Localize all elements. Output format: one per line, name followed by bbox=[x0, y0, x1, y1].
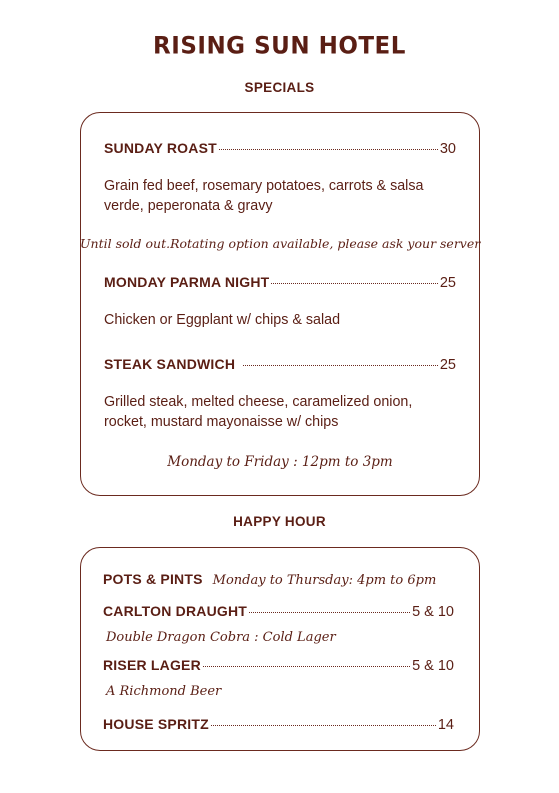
dot-leader bbox=[243, 365, 438, 366]
item-price: 5 & 10 bbox=[412, 604, 454, 620]
item-name: RISER LAGER bbox=[103, 657, 201, 673]
item-name: HOUSE SPRITZ bbox=[103, 716, 209, 732]
hotel-logo: RISING SUN HOTEL bbox=[153, 32, 406, 60]
happy-hour-heading bbox=[103, 571, 436, 588]
menu-item-sunday-roast bbox=[104, 140, 456, 157]
menu-item-monday-parma bbox=[104, 274, 456, 291]
heading-hours-note: Monday to Thursday: 4pm to 6pm bbox=[212, 573, 437, 588]
item-price: 30 bbox=[439, 141, 456, 157]
menu-item-steak-sandwich bbox=[104, 356, 456, 373]
specials-box bbox=[80, 112, 480, 496]
specials-hours-note: Monday to Friday : 12pm to 3pm bbox=[167, 454, 393, 470]
dot-leader bbox=[203, 666, 410, 667]
dot-leader bbox=[249, 612, 410, 613]
menu-item-carlton-draught bbox=[103, 603, 454, 620]
specials-title: SPECIALS bbox=[244, 80, 315, 95]
item-description bbox=[104, 176, 464, 216]
happy-hour-title: HAPPY HOUR bbox=[233, 514, 326, 529]
dot-leader bbox=[271, 283, 437, 284]
description-line: verde, peperonata & gravy bbox=[104, 198, 273, 214]
description-line: rocket, mustard mayonaisse w/ chips bbox=[104, 414, 339, 430]
menu-item-house-spritz bbox=[103, 716, 454, 733]
item-name: CARLTON DRAUGHT bbox=[103, 603, 248, 619]
item-price: 5 & 10 bbox=[412, 658, 454, 674]
item-name: STEAK SANDWICH bbox=[104, 356, 236, 372]
item-note: A Richmond Beer bbox=[106, 684, 222, 699]
heading-label: POTS & PINTS bbox=[103, 571, 203, 587]
item-price: 14 bbox=[437, 717, 454, 733]
description-line: Grain fed beef, rosemary potatoes, carrots & salsa bbox=[104, 178, 424, 194]
description-line: Chicken or Eggplant w/ chips & salad bbox=[104, 312, 341, 328]
item-name: MONDAY PARMA NIGHT bbox=[104, 274, 270, 290]
item-description bbox=[104, 310, 464, 330]
dot-leader bbox=[219, 149, 438, 150]
item-note: Double Dragon Cobra : Cold Lager bbox=[106, 630, 336, 645]
item-description bbox=[104, 392, 464, 432]
item-price: 25 bbox=[439, 357, 456, 373]
item-price: 25 bbox=[439, 275, 456, 291]
item-name: SUNDAY ROAST bbox=[104, 140, 217, 156]
menu-item-riser-lager bbox=[103, 657, 454, 674]
description-line: Grilled steak, melted cheese, caramelized onion, bbox=[104, 394, 413, 410]
dot-leader bbox=[211, 725, 436, 726]
item-note: Until sold out.Rotating option available, please ask your server bbox=[80, 236, 481, 251]
